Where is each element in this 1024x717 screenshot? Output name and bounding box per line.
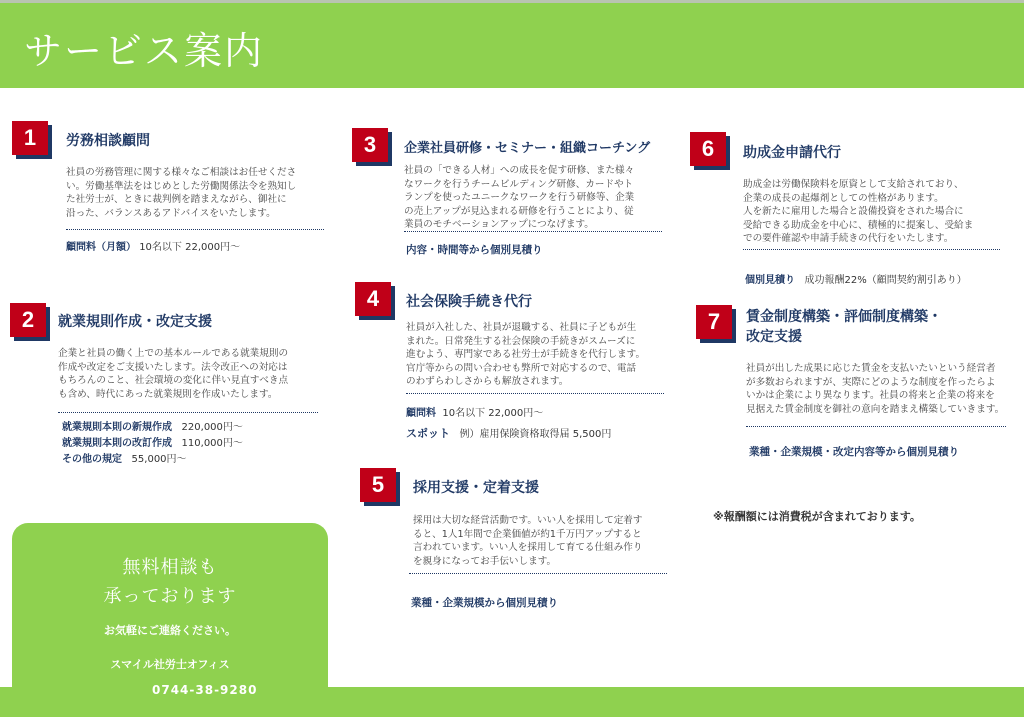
- section-number-2: 2: [10, 303, 46, 337]
- section-title-labor-consulting: 労務相談顧問: [66, 133, 150, 149]
- divider-6: [743, 249, 1000, 250]
- section-body-4: 社員が入社した、社員が退職する、社員に子どもが生 まれた。日常発生する社会保険の手続きがスムーズに 進むよう、専門家である社労士が手続きを代行します。 官庁等からの問い合わせも弊所で対応するので、電話 のわずらわしさからも解放されます。: [406, 322, 646, 387]
- section-body-5: 採用は大切な経営活動です。いい人を採用して定着す ると、1人1年間で企業価値が約1千万円アップすると 言われています。いい人を採用して育てる仕組み作り を親身になってお手伝いします。: [413, 515, 643, 567]
- section-body-6: 助成金は労働保険料を原資として支給されており、 企業の成長の起爆剤としての性格があります。 人を新たに雇用した場合と設備投資をされた場合に 受給できる助成金を中心に、積極的に提案し、受給ま での要件確認や申請手続きの代行をいたします。: [743, 179, 974, 244]
- section-title-work-rules: 就業規則作成・改定支援: [58, 314, 212, 330]
- top-border: [0, 0, 1024, 3]
- price-5: 業種・企業規模から個別見積り: [411, 597, 558, 609]
- section-body-3: 社員の「できる人材」への成長を促す研修、また様々 なワークを行うチームビルディング研修、カードやト ランプを使ったユニークなワークを行う研修等、企業 の売上アップが見込まれる研修を行うことにより、従 業員のモチベーションアップにつなげます。: [404, 165, 635, 230]
- section-body-1: 社員の労務管理に関する様々なご相談はお任せくださ い。労働基準法をはじめとした労働関係法令を熟知し た社労士が、ときに裁判例を踏まえながら、御社に 沿った、バランスあるアドバイスをいたします。: [66, 167, 297, 219]
- page-title: サービス案内: [24, 29, 265, 73]
- section-title-social-insurance: 社会保険手続き代行: [406, 294, 532, 310]
- free-consult-line1: 無料相談も: [122, 557, 218, 578]
- divider-3: [404, 231, 662, 232]
- price-3: 内容・時間等から個別見積り: [406, 244, 543, 256]
- price-7: 業種・企業規模・改定内容等から個別見積り: [749, 446, 959, 458]
- section-number-5: 5: [360, 468, 396, 502]
- price-row: その他の規定 55,000円～: [62, 454, 187, 465]
- divider-7: [746, 426, 1006, 427]
- section-number-1: 1: [12, 121, 48, 155]
- price-list-2: [62, 420, 243, 468]
- divider-2: [58, 412, 318, 413]
- section-number-3: 3: [352, 128, 388, 162]
- tax-note: ※報酬額には消費税が含まれております。: [713, 510, 921, 523]
- divider-5: [409, 573, 667, 574]
- contact-prompt: お気軽にご連絡ください。: [104, 624, 236, 637]
- spot-price-4: スポット 例）雇用保険資格取得届 5,500円: [406, 427, 612, 440]
- office-name: スマイル社労士オフィス: [110, 658, 230, 671]
- free-consult-line2: 承っております: [103, 586, 237, 607]
- section-title-training: 企業社員研修・セミナー・組織コーチング: [404, 141, 651, 156]
- phone-number[interactable]: 0744-38-9280: [152, 683, 258, 697]
- divider-1: [66, 229, 324, 230]
- divider-4: [406, 393, 664, 394]
- section-body-2: 企業と社員の働く上での基本ルールである就業規則の 作成や改定をご支援いたします。法令改正への対応は もちろんのこと、社会環境の変化に伴い見直すべき点 も含め、時代にあった就業規則を作成いたします。: [58, 348, 289, 400]
- section-body-7: 社員が出した成果に応じた賃金を支払いたいという経営者 が多数おられますが、実際にどのような制度を作ったらよ いかは企業により異なります。社員の将来と企業の将来を 見据えた賃金制度を御社の意向を踏まえ構築していきます。: [746, 363, 1005, 415]
- price-6: 個別見積り 成功報酬22%（顧問契約割引あり）: [745, 275, 967, 286]
- contact-box: [12, 523, 328, 717]
- section-number-6: 6: [690, 132, 726, 166]
- section-number-7: 7: [696, 305, 732, 339]
- section-number-4: 4: [355, 282, 391, 316]
- price-1: 顧問料（月額） 10名以下 22,000円～: [66, 242, 241, 253]
- price-row: 就業規則本則の改訂作成 110,000円～: [62, 438, 243, 449]
- price-row: 就業規則本則の新規作成 220,000円～: [62, 422, 243, 433]
- section-title-recruitment: 採用支援・定着支援: [413, 480, 539, 496]
- section-title-subsidy: 助成金申請代行: [743, 145, 841, 161]
- price-4: 顧問料 10名以下 22,000円～: [406, 408, 544, 419]
- section-title-wage-system: 賃金制度構築・評価制度構築・ 改定支援: [746, 309, 942, 345]
